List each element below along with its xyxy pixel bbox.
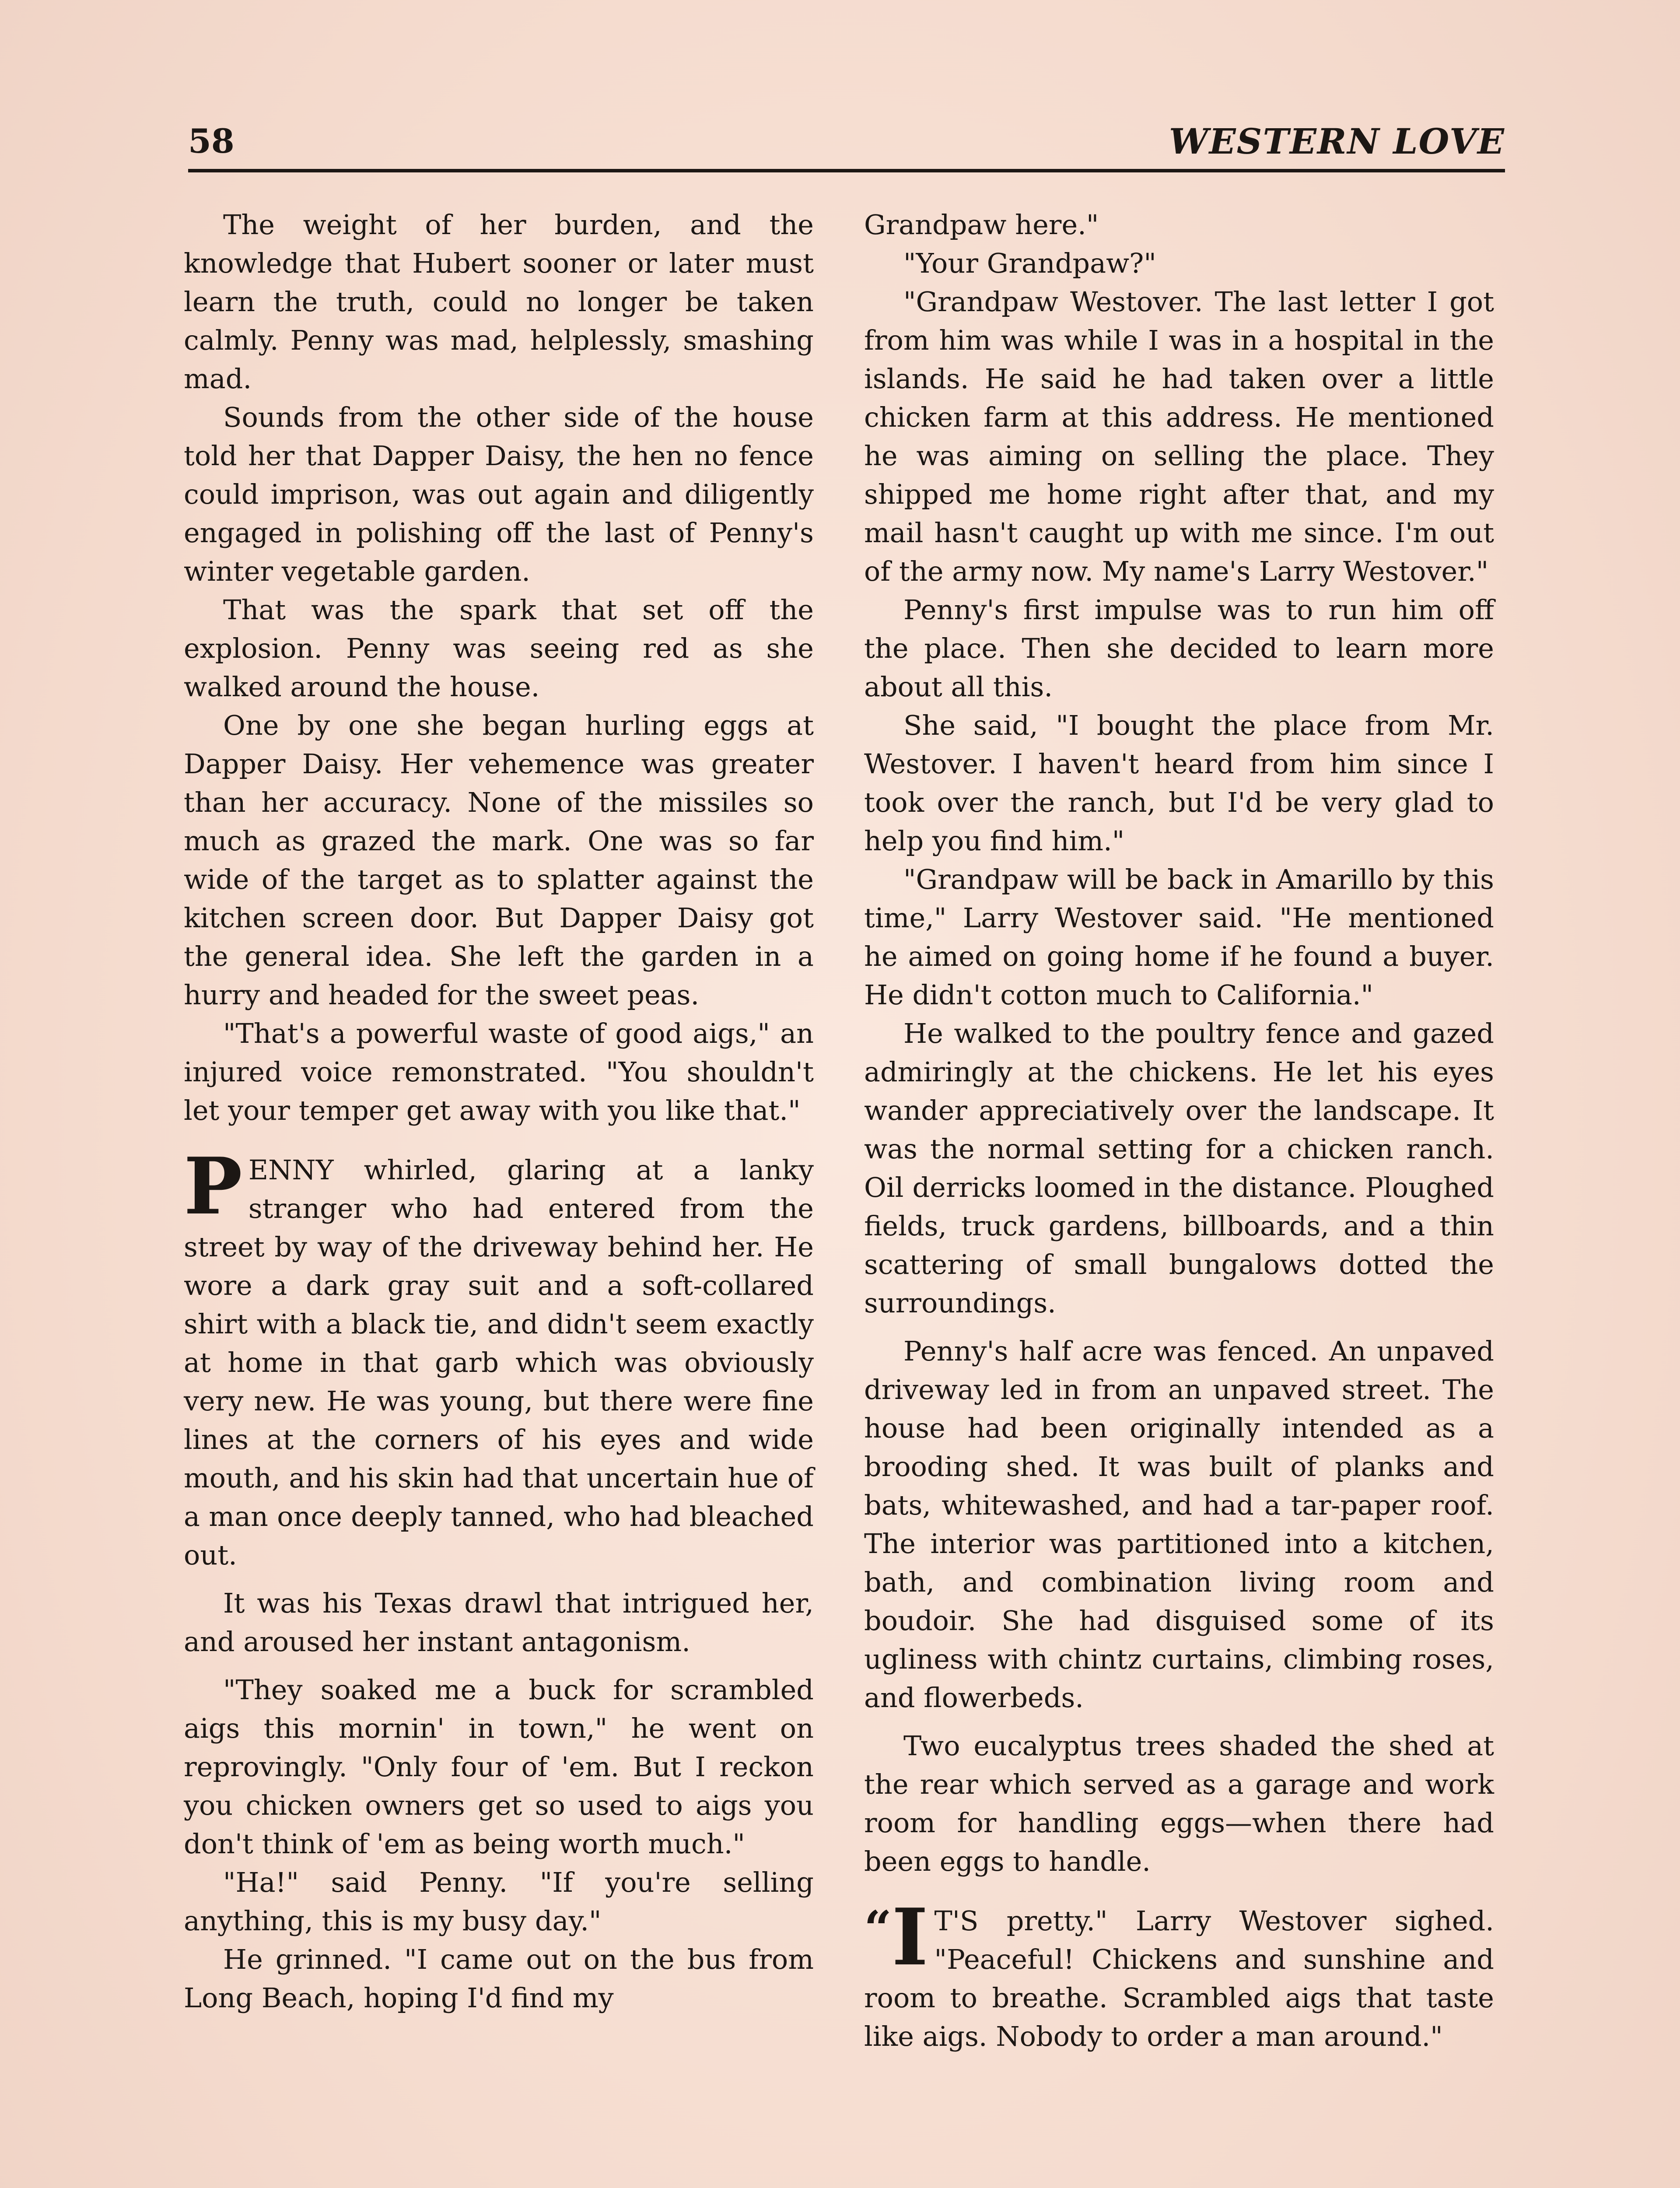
page-number: 58 (188, 122, 234, 161)
right-column (864, 206, 1494, 2056)
paragraph: "Grandpaw will be back in Amarillo by this time," Larry Westover said. "He mentioned he aimed on going home if he found a buyer. He didn't cotton much to California." (864, 863, 1494, 1011)
paragraph: He grinned. "I came out on the bus from Long Beach, hoping I'd find my (184, 1943, 814, 2014)
paragraph: "That's a powerful waste of good aigs," an injured voice remonstrated. "You shouldn't let your temper get away with you like that." (184, 1017, 814, 1126)
page-header (188, 117, 1505, 179)
drop-cap: I (892, 1891, 928, 1983)
paragraph: "They soaked me a buck for scrambled aigs this mornin' in town," he went on reprovingly. "Only four of 'em. But I reckon you chicken owners get so used to aigs you don't think of 'em as being worth much." (184, 1674, 814, 1860)
section-break-paragraph (864, 1891, 1494, 2056)
paragraph: "Your Grandpaw?" (903, 247, 1156, 279)
paragraph: One by one she began hurling eggs at Dapper Daisy. Her vehemence was greater than her accuracy. None of the missiles so much as grazed the mark. One was so far wide of the target as to splatter against the kitchen screen door. But Dapper Daisy got the general idea. She left the garden in a hurry and headed for the sweet peas. (184, 709, 814, 1011)
paragraph: Penny's half acre was fenced. An unpaved driveway led in from an unpaved street. The house had been originally intended as a brooding shed. It was built of planks and bats, whitewashed, and had a tar-paper roof. The interior was partitioned into a kitchen, bath, and combination living room and boudoir. She had disguised some of its ugliness with chintz curtains, climbing roses, and flowerbeds. (864, 1335, 1494, 1714)
drop-cap: P (184, 1140, 242, 1232)
left-column (184, 206, 814, 2017)
paragraph: The weight of her burden, and the knowledge that Hubert sooner or later must learn the truth, could no longer be taken calmly. Penny was mad, helplessly, smashing mad. (184, 209, 814, 395)
paragraph: "Grandpaw Westover. The last letter I got from him was while I was in a hospital in the islands. He said he had taken over a little chicken farm at this address. He mentioned he was aiming on selling the place. They shipped me home right after that, and my mail hasn't caught up with me since. I'm out of the army now. My name's Larry Westover." (864, 286, 1494, 587)
paragraph: It was his Texas drawl that intrigued her, and aroused her instant antagonism. (184, 1587, 814, 1658)
opening-quote-mark: “ (864, 1900, 892, 1957)
paragraph: She said, "I bought the place from Mr. Westover. I haven't heard from him since I took over the ranch, but I'd be very glad to help you find him." (864, 709, 1494, 857)
paragraph: Sounds from the other side of the house told her that Dapper Daisy, the hen no fence could imprison, was out again and diligently engaged in polishing off the last of Penny's winter vegetable garden. (184, 401, 814, 587)
section-break-text: T'S pretty." Larry Westover sighed. "Peaceful! Chickens and sunshine and room to breathe. Scrambled aigs that taste like aigs. Nobody to order a man around." (864, 1905, 1494, 2052)
paragraph: Penny's first impulse was to run him off the place. Then she decided to learn more about all this. (864, 594, 1494, 703)
section-break-paragraph (184, 1140, 814, 1574)
paragraph: Grandpaw here." (864, 209, 1099, 241)
running-head: WESTERN LOVE (1169, 121, 1505, 162)
paragraph: "Ha!" said Penny. "If you're selling anything, this is my busy day." (184, 1866, 814, 1937)
paragraph: That was the spark that set off the explosion. Penny was seeing red as she walked around the house. (184, 594, 814, 703)
paragraph: Two eucalyptus trees shaded the shed at the rear which served as a garage and work room for handling eggs—when there had been eggs to handle. (864, 1730, 1494, 1877)
section-break-text: ENNY whirled, glaring at a lanky stranger who had entered from the street by way of the driveway behind her. He wore a dark gray suit and a soft-collared shirt with a black tie, and didn't seem exactly at home in that garb which was obviously very new. He was young, but there were fine lines at the corners of his eyes and wide mouth, and his skin had that uncertain hue of a man once deeply tanned, who had bleached out. (184, 1154, 814, 1571)
paragraph: He walked to the poultry fence and gazed admiringly at the chickens. He let his eyes wander appreciatively over the landscape. It was the normal setting for a chicken ranch. Oil derricks loomed in the distance. Ploughed fields, truck gardens, billboards, and a thin scattering of small bungalows dotted the surroundings. (864, 1017, 1494, 1319)
header-rule (188, 169, 1505, 172)
